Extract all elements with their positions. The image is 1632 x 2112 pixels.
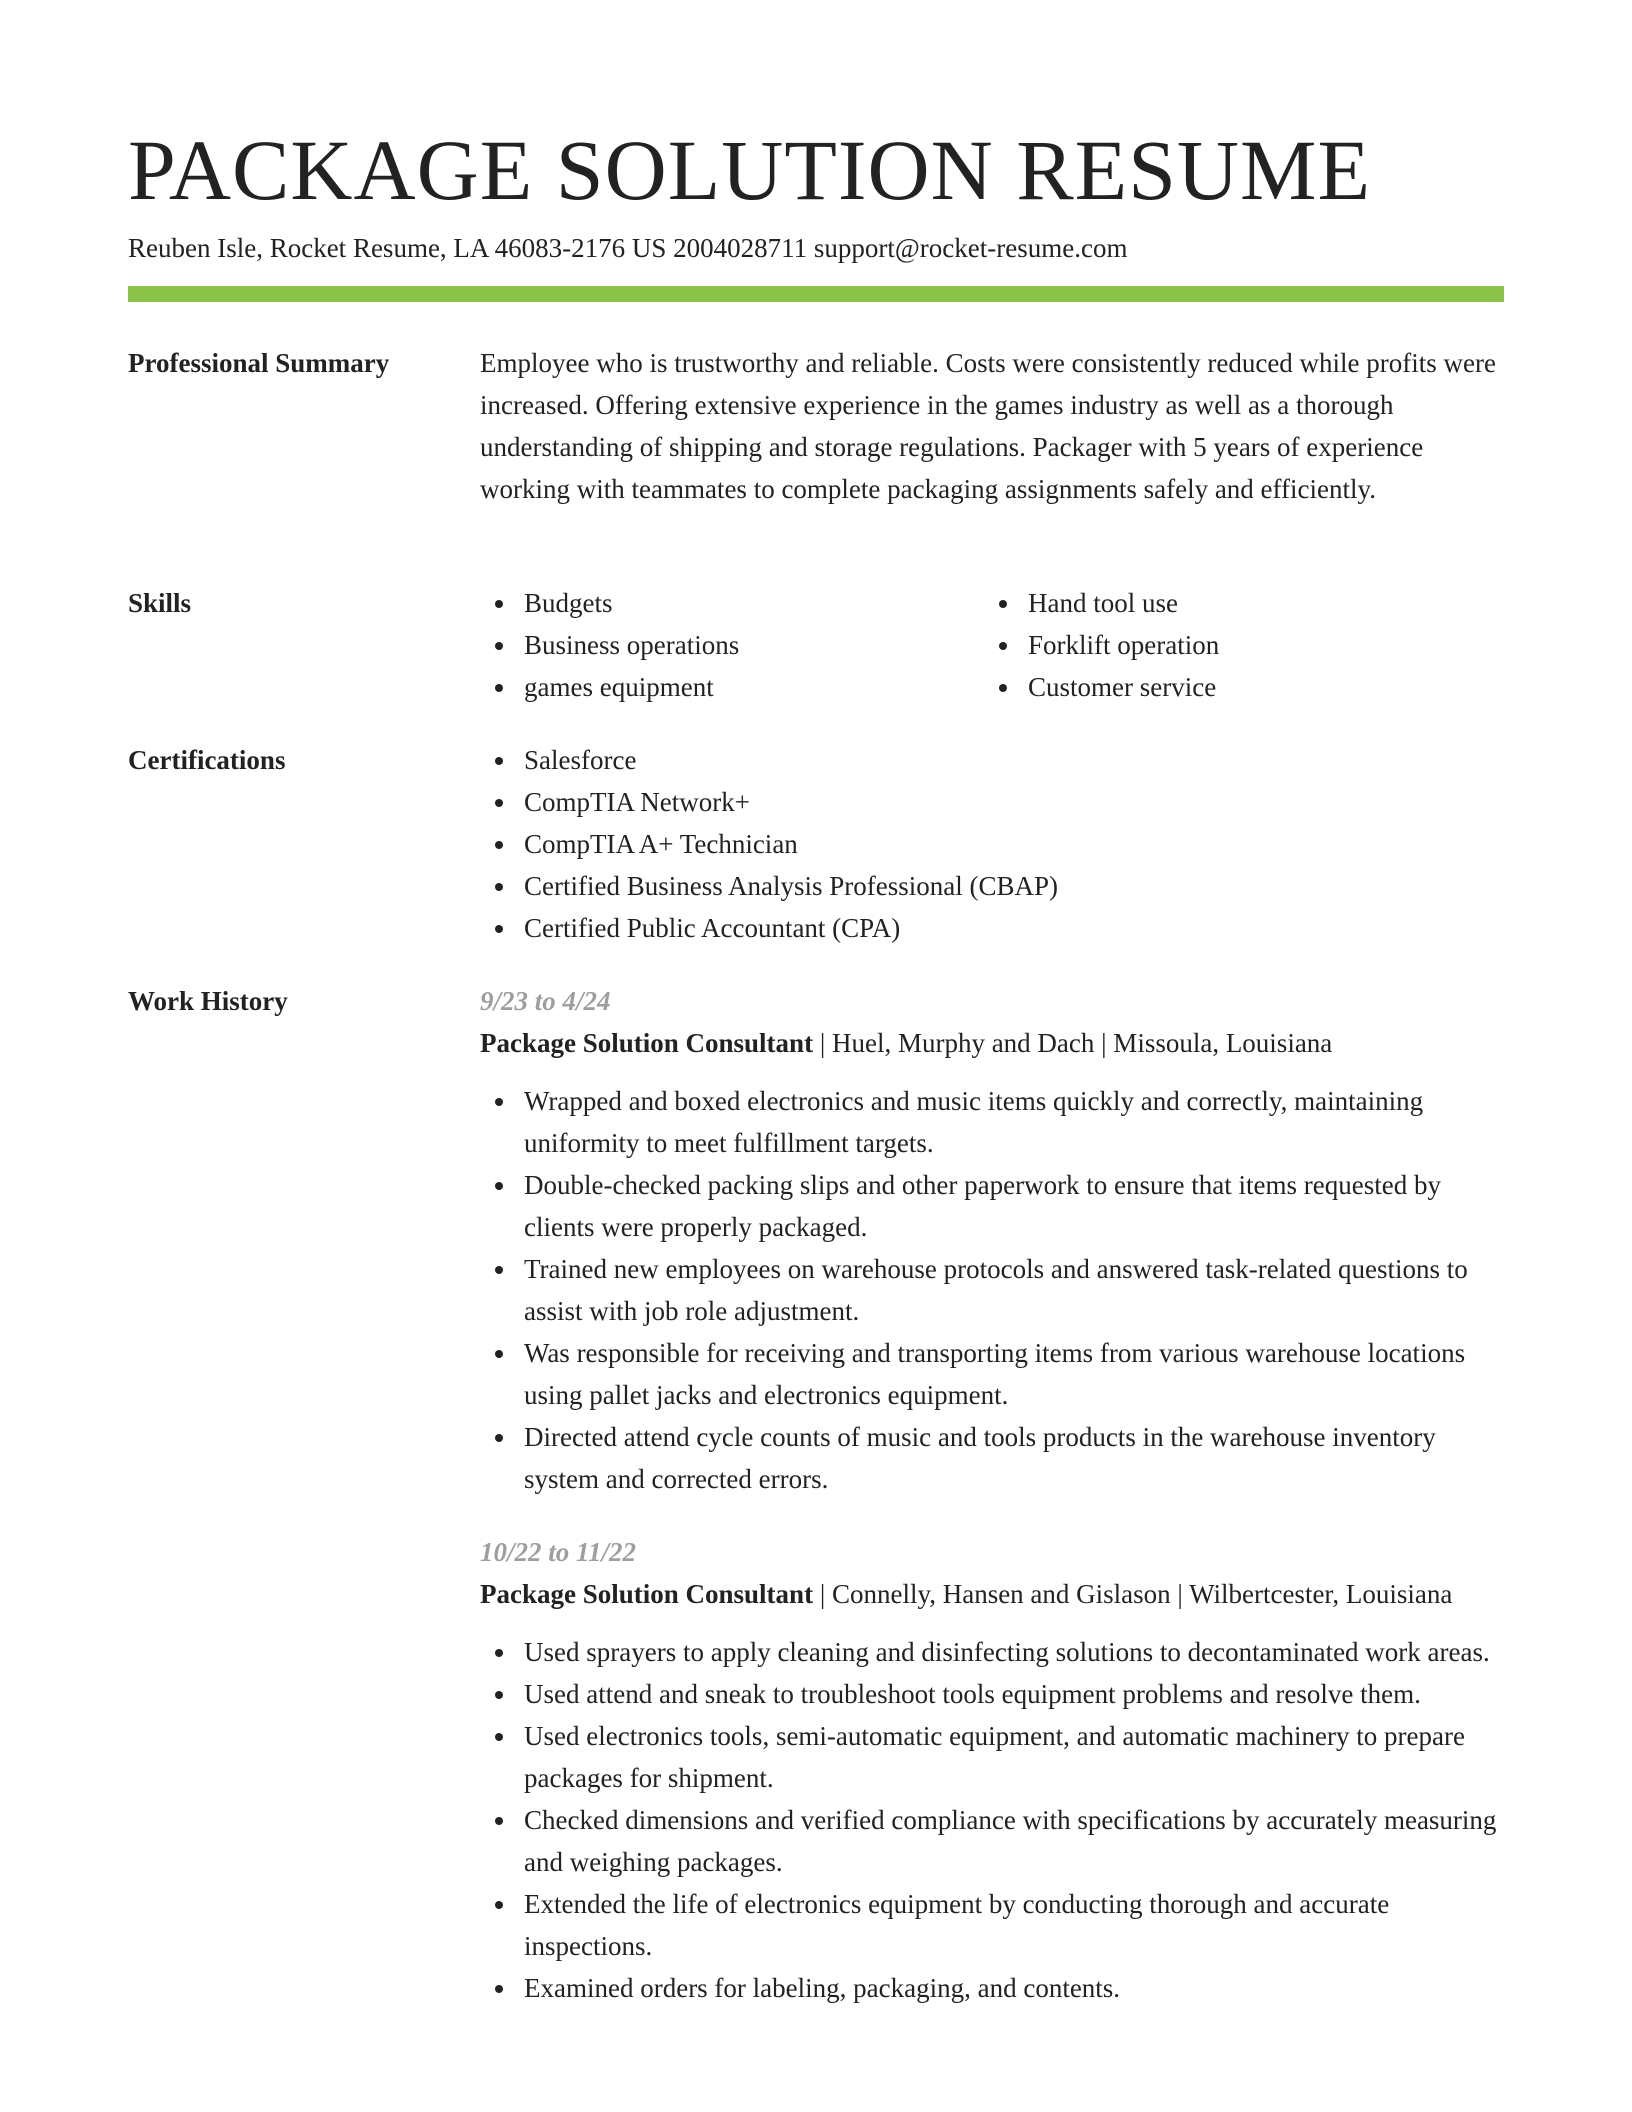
job-employer-location: | Connelly, Hansen and Gislason | Wilbertcester, Louisiana — [813, 1579, 1453, 1609]
responsibility-item: Was responsible for receiving and transporting items from various warehouse locations using pallet jacks and electronics equipment. — [480, 1332, 1504, 1416]
summary-text: Employee who is trustworthy and reliable. Costs were consistently reduced while profits were increased. Offering extensive experience in the games industry as well as a thorough understanding of shipping and storage regulations. Packager with 5 years of experience working with teammates to complete packaging assignments safely and efficiently. — [480, 348, 1496, 504]
skills-section — [128, 589, 1504, 746]
skill-item: Business operations — [480, 624, 984, 666]
resume-content — [128, 349, 1504, 2009]
job-responsibilities — [480, 1631, 1504, 2009]
summary-label: Professional Summary — [128, 348, 390, 378]
work-history-section — [128, 987, 1504, 2009]
responsibility-item: Examined orders for labeling, packaging, and contents. — [480, 1967, 1504, 2009]
work-history-body — [480, 987, 1504, 2009]
skill-item: games equipment — [480, 666, 984, 708]
job-dates: 10/22 to 11/22 — [480, 1537, 637, 1567]
summary-body — [480, 349, 1504, 589]
certification-item: CompTIA Network+ — [480, 781, 1504, 823]
certifications-list — [480, 739, 1504, 949]
responsibility-item: Used attend and sneak to troubleshoot tools equipment problems and resolve them. — [480, 1673, 1504, 1715]
responsibility-item: Trained new employees on warehouse protocols and answered task-related questions to assist with job role adjustment. — [480, 1248, 1504, 1332]
certification-item: Certified Public Accountant (CPA) — [480, 907, 1504, 949]
skills-label: Skills — [128, 588, 192, 618]
skill-item: Budgets — [480, 582, 984, 624]
certification-item: CompTIA A+ Technician — [480, 823, 1504, 865]
job-employer-location: | Huel, Murphy and Dach | Missoula, Louisiana — [813, 1028, 1333, 1058]
job-heading — [480, 1022, 1504, 1064]
responsibility-item: Used sprayers to apply cleaning and disinfecting solutions to decontaminated work areas. — [480, 1631, 1504, 1673]
summary-section — [128, 349, 1504, 589]
responsibility-item: Directed attend cycle counts of music and tools products in the warehouse inventory system and corrected errors. — [480, 1416, 1504, 1500]
responsibility-item: Double-checked packing slips and other paperwork to ensure that items requested by clients were properly packaged. — [480, 1164, 1504, 1248]
contact-info: Reuben Isle, Rocket Resume, LA 46083-2176 US 2004028711 support@rocket-resume.com — [128, 233, 1128, 263]
header-divider — [128, 286, 1504, 302]
certifications-label: Certifications — [128, 745, 286, 775]
job-dates: 9/23 to 4/24 — [480, 986, 611, 1016]
certifications-body — [480, 746, 1504, 987]
skills-column-left — [480, 582, 984, 708]
work-history-label: Work History — [128, 986, 288, 1016]
skill-item: Hand tool use — [984, 582, 1488, 624]
job-entry — [480, 980, 1504, 1500]
job-entry — [480, 1531, 1504, 2009]
certification-item: Salesforce — [480, 739, 1504, 781]
responsibility-item: Extended the life of electronics equipment by conducting thorough and accurate inspections. — [480, 1883, 1504, 1967]
job-title: Package Solution Consultant — [480, 1028, 814, 1058]
job-responsibilities — [480, 1080, 1504, 1500]
job-heading — [480, 1573, 1504, 1615]
skill-item: Forklift operation — [984, 624, 1488, 666]
skills-column-right — [984, 582, 1488, 708]
skills-grid — [480, 582, 1504, 708]
skill-item: Customer service — [984, 666, 1488, 708]
responsibility-item: Used electronics tools, semi-automatic equipment, and automatic machinery to prepare packages for shipment. — [480, 1715, 1504, 1799]
responsibility-item: Wrapped and boxed electronics and music items quickly and correctly, maintaining uniformity to meet fulfillment targets. — [480, 1080, 1504, 1164]
responsibility-item: Checked dimensions and verified compliance with specifications by accurately measuring and weighing packages. — [480, 1799, 1504, 1883]
skills-body — [480, 589, 1504, 746]
certification-item: Certified Business Analysis Professional (CBAP) — [480, 865, 1504, 907]
job-title: Package Solution Consultant — [480, 1579, 814, 1609]
certifications-section — [128, 746, 1504, 987]
resume-title: PACKAGE SOLUTION RESUME — [128, 122, 1372, 218]
